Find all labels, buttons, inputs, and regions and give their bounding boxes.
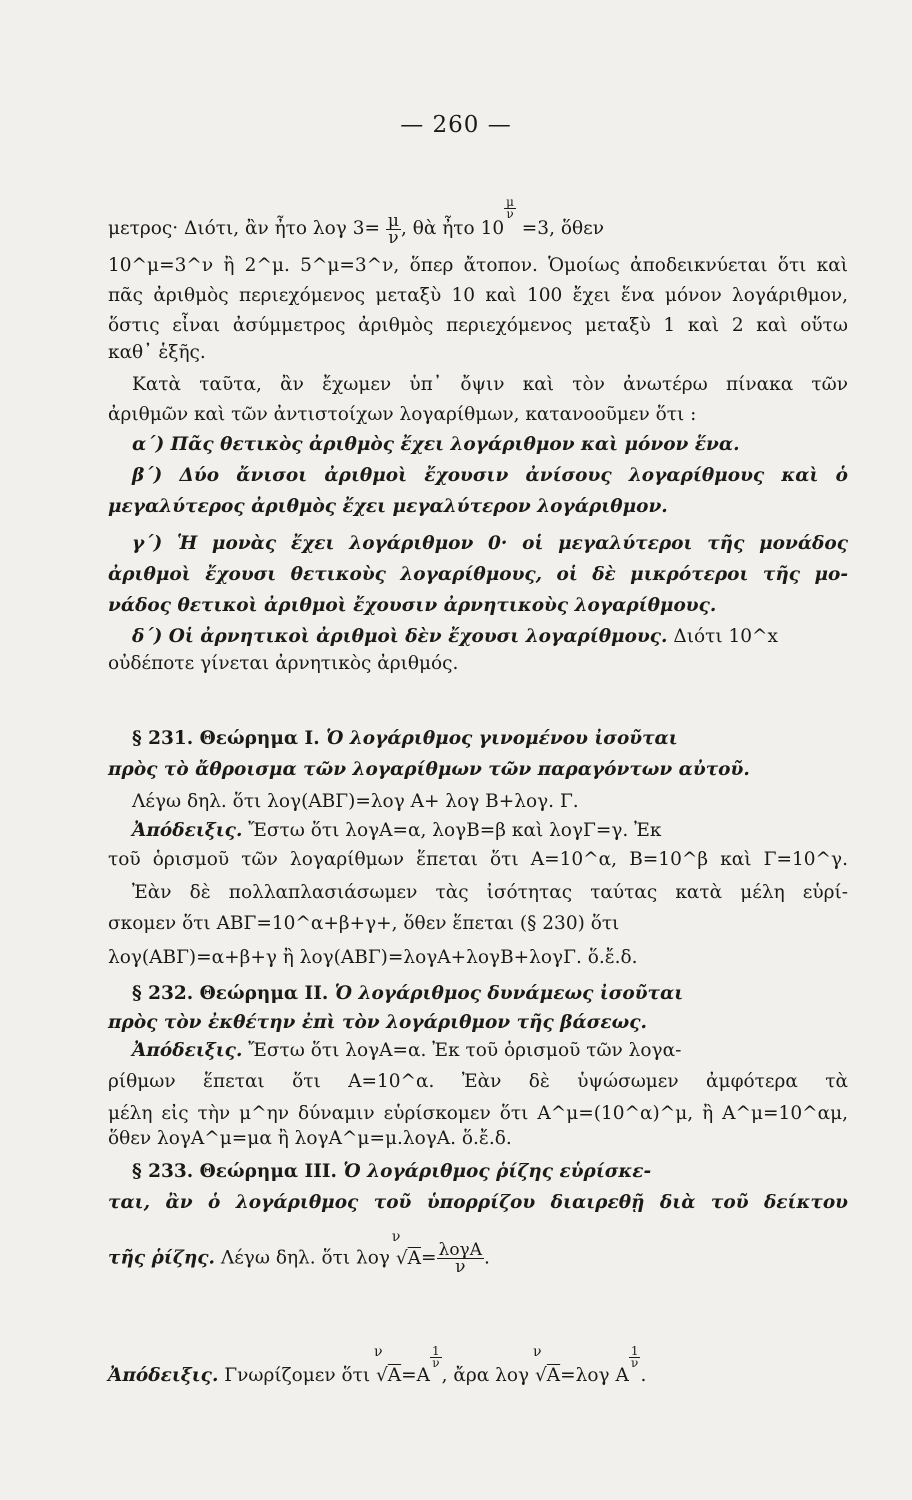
radicand: Α — [546, 1365, 561, 1386]
fraction-numerator: μ — [387, 210, 399, 231]
text-line-10: μεγαλύτερος ἀριθμὸς ἔχει μεγαλύτερον λογάριθμον. — [108, 496, 668, 517]
text-line-9: β΄) Δύο ἄνισοι ἀριθμοὶ ἔχουσιν ἀνίσους λογαρίθμους καὶ ὁ — [132, 465, 848, 486]
text-segment: μετρος· Διότι, ἂν ἦτο λογ 3= — [108, 218, 386, 239]
text-segment: Ὁ λογάριθμος ῥίζης εὑρίσκε- — [336, 1161, 652, 1182]
theorem-label: § 233. Θεώρημα III. — [132, 1161, 337, 1182]
text-line-7: ἀριθμῶν καὶ τῶν ἀντιστοίχων λογαρίθμων, κατανοοῦμεν ὅτι : — [108, 404, 697, 425]
fraction-numerator: λογΑ — [438, 1240, 482, 1260]
text-line-26: πρὸς τὸν ἐκθέτην ἐπὶ τὸν λογάριθμον τῆς βάσεως. — [108, 1012, 647, 1033]
text-segment: =Α — [401, 1365, 431, 1386]
radical-sign-icon: √ — [534, 1365, 547, 1386]
root-index: ν — [373, 1344, 383, 1360]
radical-sign-icon: √ — [375, 1365, 388, 1386]
text-segment: Ἔστω ὅτι λογΑ=α. Ἐκ τοῦ ὁρισμοῦ τῶν λογα- — [242, 1040, 682, 1061]
text-line-4: ὅστις εἶναι ἀσύμμετρος ἀριθμὸς περιεχόμενος μεταξὺ 1 καὶ 2 καὶ οὕτω — [108, 315, 848, 336]
text-segment: . — [640, 1365, 647, 1386]
text-line-6: Κατὰ ταῦτα, ἂν ἔχωμεν ὑπ᾽ ὄψιν καὶ τὸν ἀνωτέρω πίνακα τῶν — [132, 374, 848, 395]
text-line-3: πᾶς ἀριθμὸς περιεχόμενος μεταξὺ 10 καὶ 100 ἔχει ἕνα μόνον λογάριθμον, — [108, 285, 848, 306]
theorem-label: § 232. Θεώρημα II. — [132, 983, 329, 1004]
page-number: — 260 — — [400, 112, 512, 138]
text-segment: τῆς ῥίζης. — [108, 1247, 215, 1269]
root-index: ν — [532, 1344, 542, 1360]
text-segment: Λέγω δηλ. ὅτι λογ — [214, 1247, 396, 1269]
text-line-8: α΄) Πᾶς θετικὸς ἀριθμὸς ἔχει λογάριθμον καὶ μόνον ἕνα. — [132, 434, 740, 455]
text-segment: Ὁ λογάριθμος γινομένου ἰσοῦται — [319, 728, 678, 749]
text-line-18: πρὸς τὸ ἄθροισμα τῶν λογαρίθμων τῶν παραγόντων αὐτοῦ. — [108, 759, 750, 780]
text-line-29: μέλη εἰς τὴν μ^ην δύναμιν εὑρίσκομεν ὅτι Α^μ=(10^α)^μ, ἢ Α^μ=10^αμ, — [108, 1103, 848, 1124]
text-line-20 — [132, 819, 848, 843]
text-line-13: νάδος θετικοὶ ἀριθμοὶ ἔχουσιν ἀρνητικοὺς λογαρίθμους. — [108, 595, 717, 616]
text-line-30: ὅθεν λογΑ^μ=μα ἢ λογΑ^μ=μ.λογΑ. ὅ.ἔ.δ. — [108, 1128, 512, 1149]
proof-label: Ἀπόδειξις. — [132, 1040, 243, 1061]
text-line-34 — [108, 1346, 848, 1388]
text-line-21: τοῦ ὁρισμοῦ τῶν λογαρίθμων ἕπεται ὅτι Α=10^α, Β=10^β καὶ Γ=10^γ. — [108, 849, 848, 870]
text-segment: δ΄) Οἱ ἀρνητικοὶ ἀριθμοὶ δὲν ἔχουσι λογαρίθμους. — [132, 626, 668, 647]
fraction — [437, 1242, 484, 1275]
text-segment: , ἄρα λογ — [441, 1365, 535, 1386]
fraction-denominator: ν — [388, 227, 399, 248]
fraction — [386, 210, 401, 248]
fraction-numerator: μ — [506, 195, 514, 209]
text-line-31 — [132, 1160, 848, 1184]
text-segment: Γνωρίζομεν ὅτι — [218, 1365, 376, 1386]
theorem-label: § 231. Θεώρημα I. — [132, 728, 320, 749]
text-line-33: τῆς ῥίζης. Λέγω δηλ. ὅτι λογ ν √Α= $\frac{\text{λογΑ}}{\nu}$ . — [108, 1242, 848, 1275]
text-segment: , θὰ ἦτο 10 — [400, 218, 505, 239]
fraction-numerator: 1 — [630, 1344, 639, 1358]
text-line-5: καθ᾽ ἑξῆς. — [108, 342, 206, 363]
text-line-12: ἀριθμοὶ ἔχουσι θετικοὺς λογαρίθμους, οἱ δὲ μικρότεροι τῆς μο- — [108, 564, 848, 585]
radical — [391, 1228, 422, 1271]
radical — [373, 1344, 402, 1388]
fraction-exponent — [504, 197, 516, 220]
fraction-denominator: ν — [631, 1356, 639, 1370]
text-segment: =3, ὅθεν — [515, 218, 604, 239]
text-line-19: Λέγω δηλ. ὅτι λογ(ΑΒΓ)=λογ Α+ λογ Β+λογ. Γ. — [132, 791, 579, 812]
radical-sign-icon: √ — [395, 1247, 408, 1269]
fraction-denominator: ν — [455, 1257, 466, 1277]
text-line-27 — [132, 1039, 848, 1063]
text-line-32: ται, ἂν ὁ λογάριθμος τοῦ ὑπορρίζου διαιρεθῇ διὰ τοῦ δείκτου — [108, 1192, 848, 1213]
text-line-25 — [132, 982, 848, 1006]
text-segment: Διότι 10^x — [667, 626, 778, 647]
text-segment: Ὁ λογάριθμος δυνάμεως ἰσοῦται — [328, 983, 684, 1004]
text-line-1 — [108, 197, 848, 246]
radicand: Α — [407, 1247, 422, 1269]
text-line-24: λογ(ΑΒΓ)=α+β+γ ἢ λογ(ΑΒΓ)=λογΑ+λογΒ+λογΓ. ὅ.ἔ.δ. — [108, 947, 638, 968]
text-line-17 — [132, 727, 848, 751]
root-index: ν — [391, 1228, 401, 1245]
fraction-numerator: 1 — [432, 1344, 440, 1358]
text-line-22: Ἐὰν δὲ πολλαπλασιάσωμεν τὰς ἰσότητας ταύτας κατὰ μέλη εὑρί- — [132, 882, 848, 903]
fraction-exponent — [430, 1346, 442, 1369]
proof-label: Ἀπόδειξις. — [132, 820, 243, 841]
radical — [532, 1344, 561, 1388]
text-line-14 — [132, 625, 848, 649]
fraction-denominator: ν — [432, 1356, 440, 1370]
text-line-2: 10^μ=3^ν ἢ 2^μ. 5^μ=3^ν, ὅπερ ἄτοπον. Ὁμοίως ἀποδεικνύεται ὅτι καὶ — [108, 255, 848, 276]
text-line-28: ρίθμων ἕπεται ὅτι Α=10^α. Ἐὰν δὲ ὑψώσωμεν ἀμφότερα τὰ — [108, 1071, 848, 1092]
text-segment: Ἔστω ὅτι λογΑ=α, λογΒ=β καὶ λογΓ=γ. Ἐκ — [242, 820, 662, 841]
fraction-denominator: ν — [506, 207, 514, 221]
text-line-11: γ΄) Ἡ μονὰς ἔχει λογάριθμον 0· οἱ μεγαλύτεροι τῆς μονάδος — [132, 533, 848, 554]
radicand: Α — [387, 1365, 402, 1386]
fraction-exponent — [629, 1346, 641, 1369]
text-line-15: οὐδέποτε γίνεται ἀρνητικὸς ἀριθμός. — [108, 653, 459, 674]
text-segment: =λογ Α — [560, 1365, 629, 1386]
text-line-23: σκομεν ὅτι ΑΒΓ=10^α+β+γ+, ὅθεν ἕπεται (§ 230) ὅτι — [108, 913, 620, 934]
proof-label: Ἀπόδειξις. — [108, 1365, 219, 1386]
